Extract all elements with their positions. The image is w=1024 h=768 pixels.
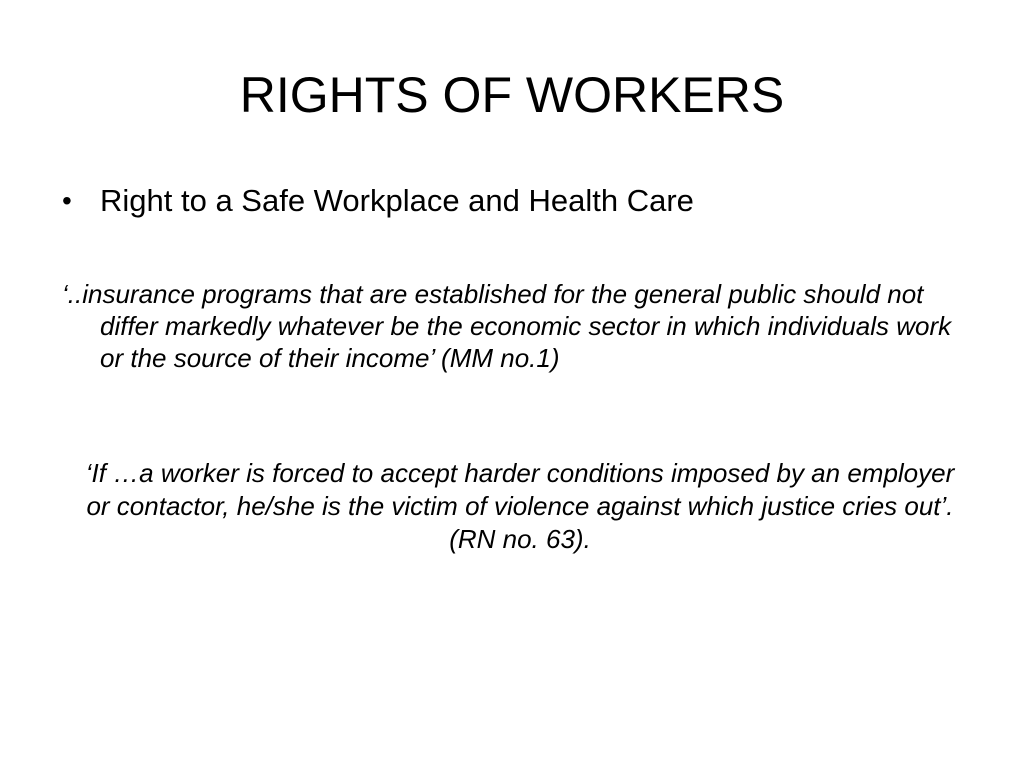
- slide-title: RIGHTS OF WORKERS: [239, 67, 785, 123]
- quote-rerum-novarum: ‘If …a worker is forced to accept harder conditions imposed by an employer or contactor, he/she is the victim of violence against which justice cries out’.(RN no. 63).: [85, 458, 955, 554]
- bullet-text: Right to a Safe Workplace and Health Care: [100, 183, 694, 218]
- quote-mater-et-magistra: ‘..insurance programs that are established for the general public should not differ markedly whatever be the economic sector in which individuals work or the source of their income’ (MM no.1): [62, 279, 952, 373]
- bullet-item: [62, 180, 962, 222]
- bullet-marker: •: [62, 185, 72, 216]
